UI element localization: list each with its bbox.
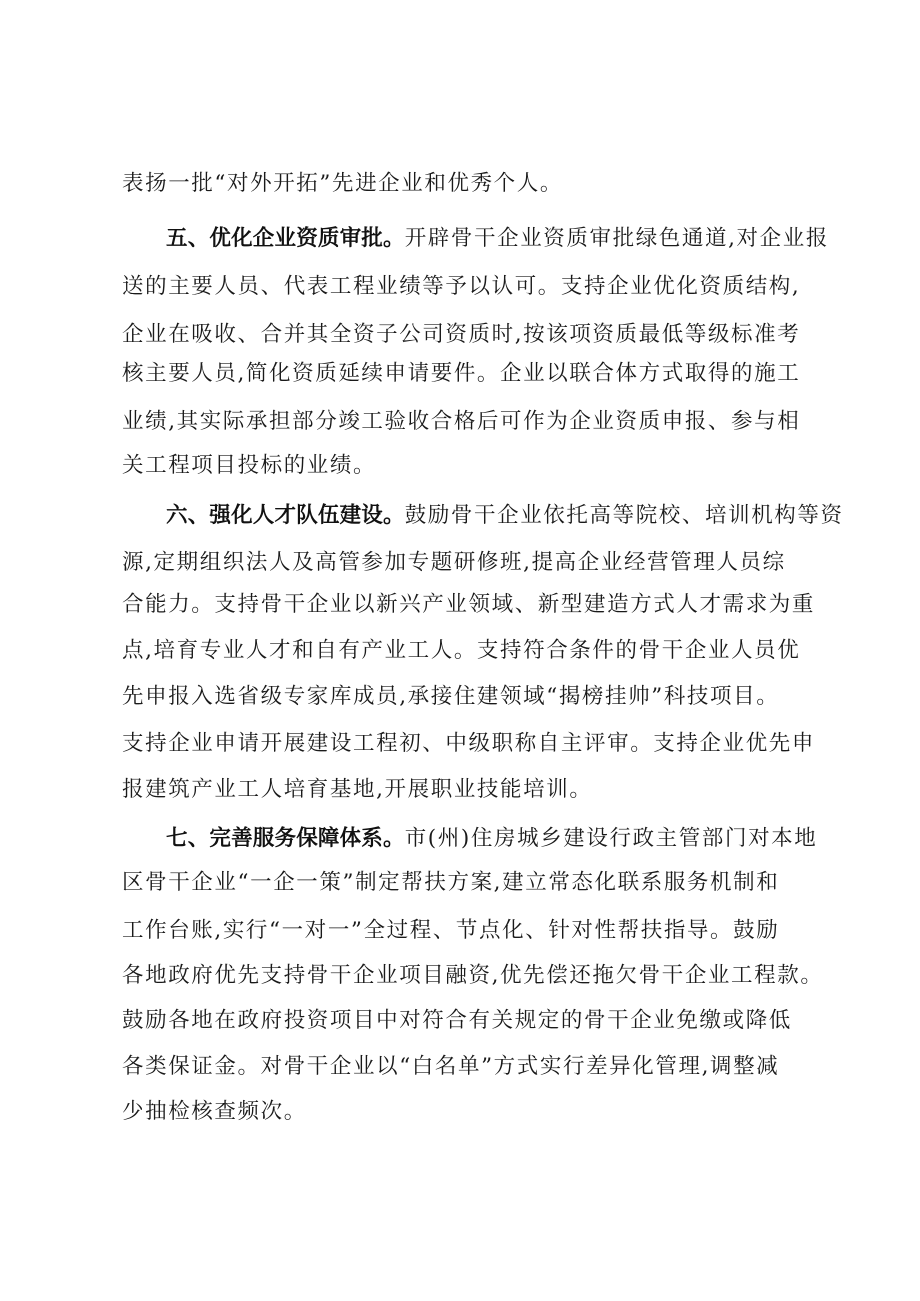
- section-5-line: 业绩,其实际承担部分竣工验收合格后可作为企业资质申报、参与相: [122, 409, 801, 434]
- section-6-line: 报建筑产业工人培育基地,开展职业技能培训。: [122, 777, 593, 802]
- section-7-line: 区骨干企业“一企一策”制定帮扶方案,建立常态化联系服务机制和: [122, 870, 780, 895]
- section-5-first-line: [166, 222, 829, 256]
- section-6-first-line: [166, 499, 844, 533]
- section-5-first-text: 开辟骨干企业资质审批绿色通道,对企业报: [404, 226, 829, 251]
- section-6-line: 先申报入选省级专家库成员,承接住建领域“揭榜挂帅”科技项目。: [122, 684, 780, 709]
- section-5-line: 送的主要人员、代表工程业绩等予以认可。支持企业优化资质结构,: [122, 274, 801, 299]
- section-7-line: 少抽检核查频次。: [122, 1099, 307, 1124]
- section-7-line: 各类保证金。对骨干企业以“白名单”方式实行差异化管理,调整减: [122, 1054, 780, 1079]
- section-6-line: 支持企业申请开展建设工程初、中级职称自主评审。支持企业优先申: [122, 731, 816, 756]
- section-5-line: 核主要人员,简化资质延续申请要件。企业以联合体方式取得的施工: [122, 361, 801, 386]
- section-5-heading: 五、优化企业资质审批。: [166, 226, 405, 251]
- section-7-first-line: [166, 822, 817, 856]
- section-6-heading: 六、强化人才队伍建设。: [166, 503, 405, 528]
- section-7-first-text: 市(州)住房城乡建设行政主管部门对本地: [404, 826, 818, 851]
- section-6-line: 源,定期组织法人及高管参加专题研修班,提高企业经营管理人员综: [122, 550, 786, 575]
- section-7-line: 鼓励各地在政府投资项目中对符合有关规定的骨干企业免缴或降低: [122, 1008, 792, 1033]
- section-6-first-text: 鼓励骨干企业依托高等院校、培训机构等资: [404, 503, 844, 528]
- intro-line: 表扬一批“对外开拓”先进企业和优秀个人。: [122, 171, 563, 196]
- section-5-line: 企业在吸收、合并其全资子公司资质时,按该项资质最低等级标准考: [122, 322, 801, 347]
- section-7-line: 工作台账,实行“一对一”全过程、节点化、针对性帮扶指导。鼓励: [122, 918, 780, 943]
- section-5-line: 关工程项目投标的业绩。: [122, 453, 377, 478]
- section-7-heading: 七、完善服务保障体系。: [166, 826, 405, 851]
- section-7-line: 各地政府优先支持骨干企业项目融资,优先偿还拖欠骨干企业工程款。: [122, 963, 824, 988]
- section-6-line: 点,培育专业人才和自有产业工人。支持符合条件的骨干企业人员优: [122, 638, 801, 663]
- section-6-line: 合能力。支持骨干企业以新兴产业领域、新型建造方式人才需求为重: [122, 592, 816, 617]
